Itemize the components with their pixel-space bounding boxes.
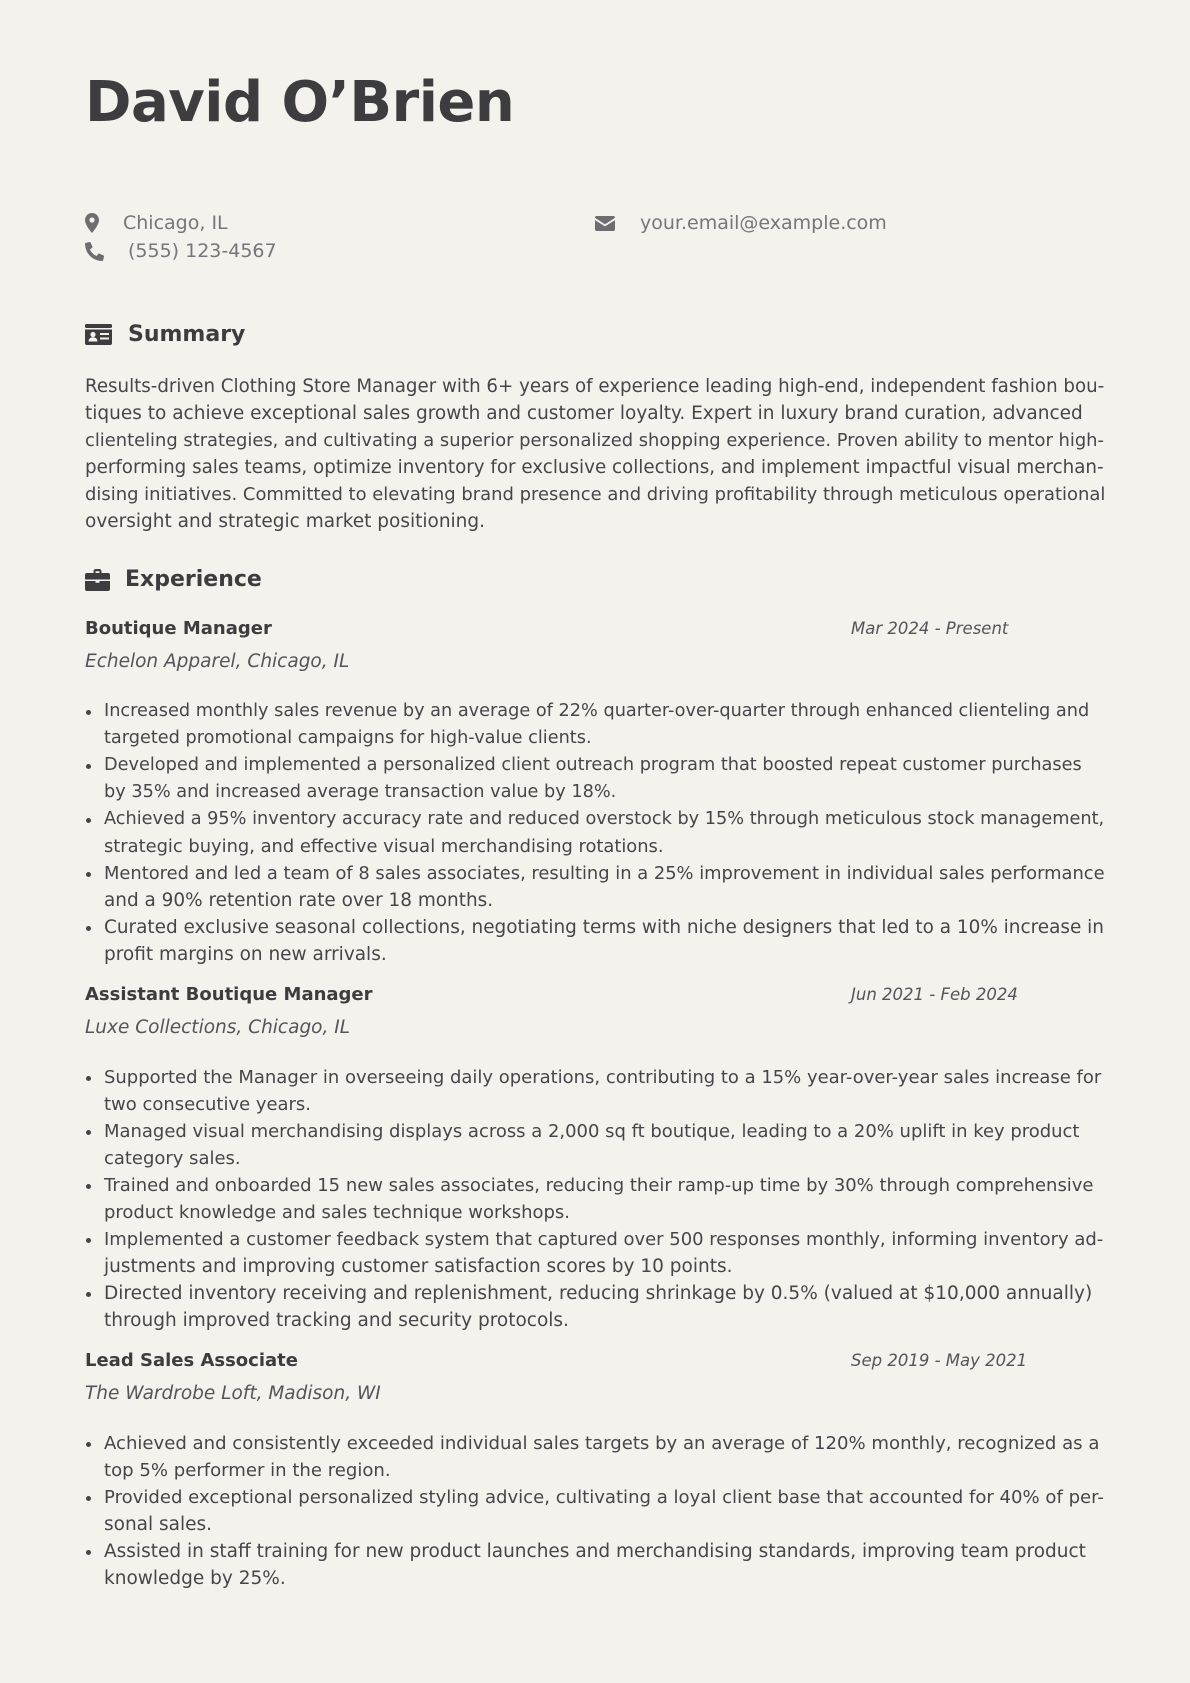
bullet-line: targeted promotional campaigns for high-value clients. — [104, 728, 592, 748]
contact-phone — [85, 240, 277, 262]
bullet-line: Mentored and led a team of 8 sales associates, resulting in a 25% improvement in individual sales performance — [104, 863, 1105, 884]
bullet-item — [85, 806, 1105, 860]
bullet-line: Directed inventory receiving and replenishment, reducing shrinkage by 0.5% (valued at $10,000 annually) — [104, 1283, 1093, 1304]
bullet-item — [85, 1226, 1103, 1280]
bullet-line: and a 90% retention rate over 18 months. — [104, 890, 494, 911]
bullet-item — [85, 914, 1105, 968]
bullet-line: category sales. — [104, 1148, 241, 1169]
envelope-icon — [595, 216, 615, 231]
contact-location — [85, 212, 228, 234]
bullet-line: product knowledge and sales technique workshops. — [104, 1202, 570, 1223]
id-card-icon — [85, 324, 112, 345]
bullet-item — [85, 1172, 1103, 1226]
job-company: Echelon Apparel, Chicago, IL — [85, 651, 350, 672]
job-title: Lead Sales Associate — [85, 1350, 298, 1371]
job-company: Luxe Collections, Chicago, IL — [85, 1017, 351, 1038]
bullet-line: Achieved and consistently exceeded individual sales targets by an average of 120% monthly, recognized as a — [104, 1433, 1100, 1454]
bullet-line: top 5% performer in the region. — [104, 1460, 391, 1481]
summary-text — [85, 373, 1105, 535]
bullet-item — [85, 1484, 1104, 1538]
job-bullets — [85, 698, 1105, 968]
bullet-item — [85, 1064, 1103, 1118]
bullet-item — [85, 860, 1105, 914]
bullet-line: justments and improving customer satisfaction scores by 10 points. — [104, 1256, 733, 1277]
bullet-line: Curated exclusive seasonal collections, negotiating terms with niche designers that led to a 10% increase in — [104, 917, 1104, 938]
bullet-item — [85, 1118, 1103, 1172]
job-title: Boutique Manager — [85, 618, 272, 639]
location-text: Chicago, IL — [123, 212, 228, 234]
bullet-line: Assisted in staff training for new product launches and merchandising standards, improving team product — [104, 1541, 1086, 1562]
candidate-name: David O’Brien — [85, 70, 515, 135]
bullet-line: knowledge by 25%. — [104, 1568, 286, 1589]
experience-heading — [85, 567, 262, 592]
bullet-line: two consecutive years. — [104, 1094, 311, 1115]
summary-heading — [85, 322, 245, 347]
bullet-line: Trained and onboarded 15 new sales associates, reducing their ramp-up time by 30% through comprehensive — [104, 1175, 1094, 1196]
job-title: Assistant Boutique Manager — [85, 984, 373, 1005]
bullet-line: through improved tracking and security protocols. — [104, 1310, 569, 1331]
bullet-item — [85, 698, 1105, 752]
summary-line: dising initiatives. Committed to elevating brand presence and driving profitability through meticulous operational — [85, 484, 1106, 505]
bullet-line: strategic buying, and effective visual merchandising rotations. — [104, 836, 664, 857]
contact-email — [595, 212, 887, 234]
bullet-line: Developed and implemented a personalized client outreach program that boosted repeat customer purchases — [104, 755, 1082, 775]
summary-line: clienteling strategies, and cultivating a superior personalized shopping experience. Proven ability to mentor high- — [85, 430, 1104, 451]
summary-line: performing sales teams, optimize inventory for exclusive collections, and implement impactful visual merchan- — [85, 457, 1104, 478]
bullet-item — [85, 1280, 1103, 1334]
map-marker-icon — [85, 213, 99, 233]
phone-text: (555) 123-4567 — [128, 240, 277, 262]
job-bullets — [85, 1064, 1103, 1334]
briefcase-icon — [85, 569, 110, 591]
phone-icon — [85, 242, 104, 261]
bullet-item — [85, 1538, 1104, 1592]
bullet-line: Implemented a customer feedback system that captured over 500 responses monthly, informing inventory ad- — [104, 1229, 1104, 1250]
bullet-line: Increased monthly sales revenue by an average of 22% quarter-over-quarter through enhanced clienteling and — [104, 701, 1090, 721]
job-dates: Sep 2019 - May 2021 — [851, 1351, 1028, 1370]
job-company: The Wardrobe Loft, Madison, WI — [85, 1383, 381, 1404]
summary-heading-text: Summary — [128, 322, 246, 347]
job-dates: Jun 2021 - Feb 2024 — [851, 985, 1018, 1004]
summary-line: tiques to achieve exceptional sales growth and customer loyalty. Expert in luxury brand curation, advanced — [85, 403, 1083, 424]
bullet-line: sonal sales. — [104, 1514, 213, 1535]
bullet-item — [85, 1430, 1104, 1484]
bullet-line: by 35% and increased average transaction value by 18%. — [104, 782, 617, 802]
bullet-item — [85, 752, 1105, 806]
bullet-line: profit margins on new arrivals. — [104, 944, 387, 965]
experience-heading-text: Experience — [125, 567, 262, 592]
email-text[interactable]: your.email@example.com — [640, 212, 887, 234]
bullet-line: Supported the Manager in overseeing daily operations, contributing to a 15% year-over-year sales increase for — [104, 1067, 1102, 1088]
summary-line: Results-driven Clothing Store Manager with 6+ years of experience leading high-end, independent fashion bou- — [85, 376, 1105, 397]
bullet-line: Achieved a 95% inventory accuracy rate and reduced overstock by 15% through meticulous stock management, — [104, 809, 1105, 829]
bullet-line: Provided exceptional personalized styling advice, cultivating a loyal client base that accounted for 40% of per- — [104, 1487, 1104, 1508]
summary-line: oversight and strategic market positioning. — [85, 511, 486, 532]
job-bullets — [85, 1430, 1104, 1592]
bullet-line: Managed visual merchandising displays across a 2,000 sq ft boutique, leading to a 20% uplift in key product — [104, 1121, 1080, 1142]
job-dates: Mar 2024 - Present — [851, 619, 1009, 638]
